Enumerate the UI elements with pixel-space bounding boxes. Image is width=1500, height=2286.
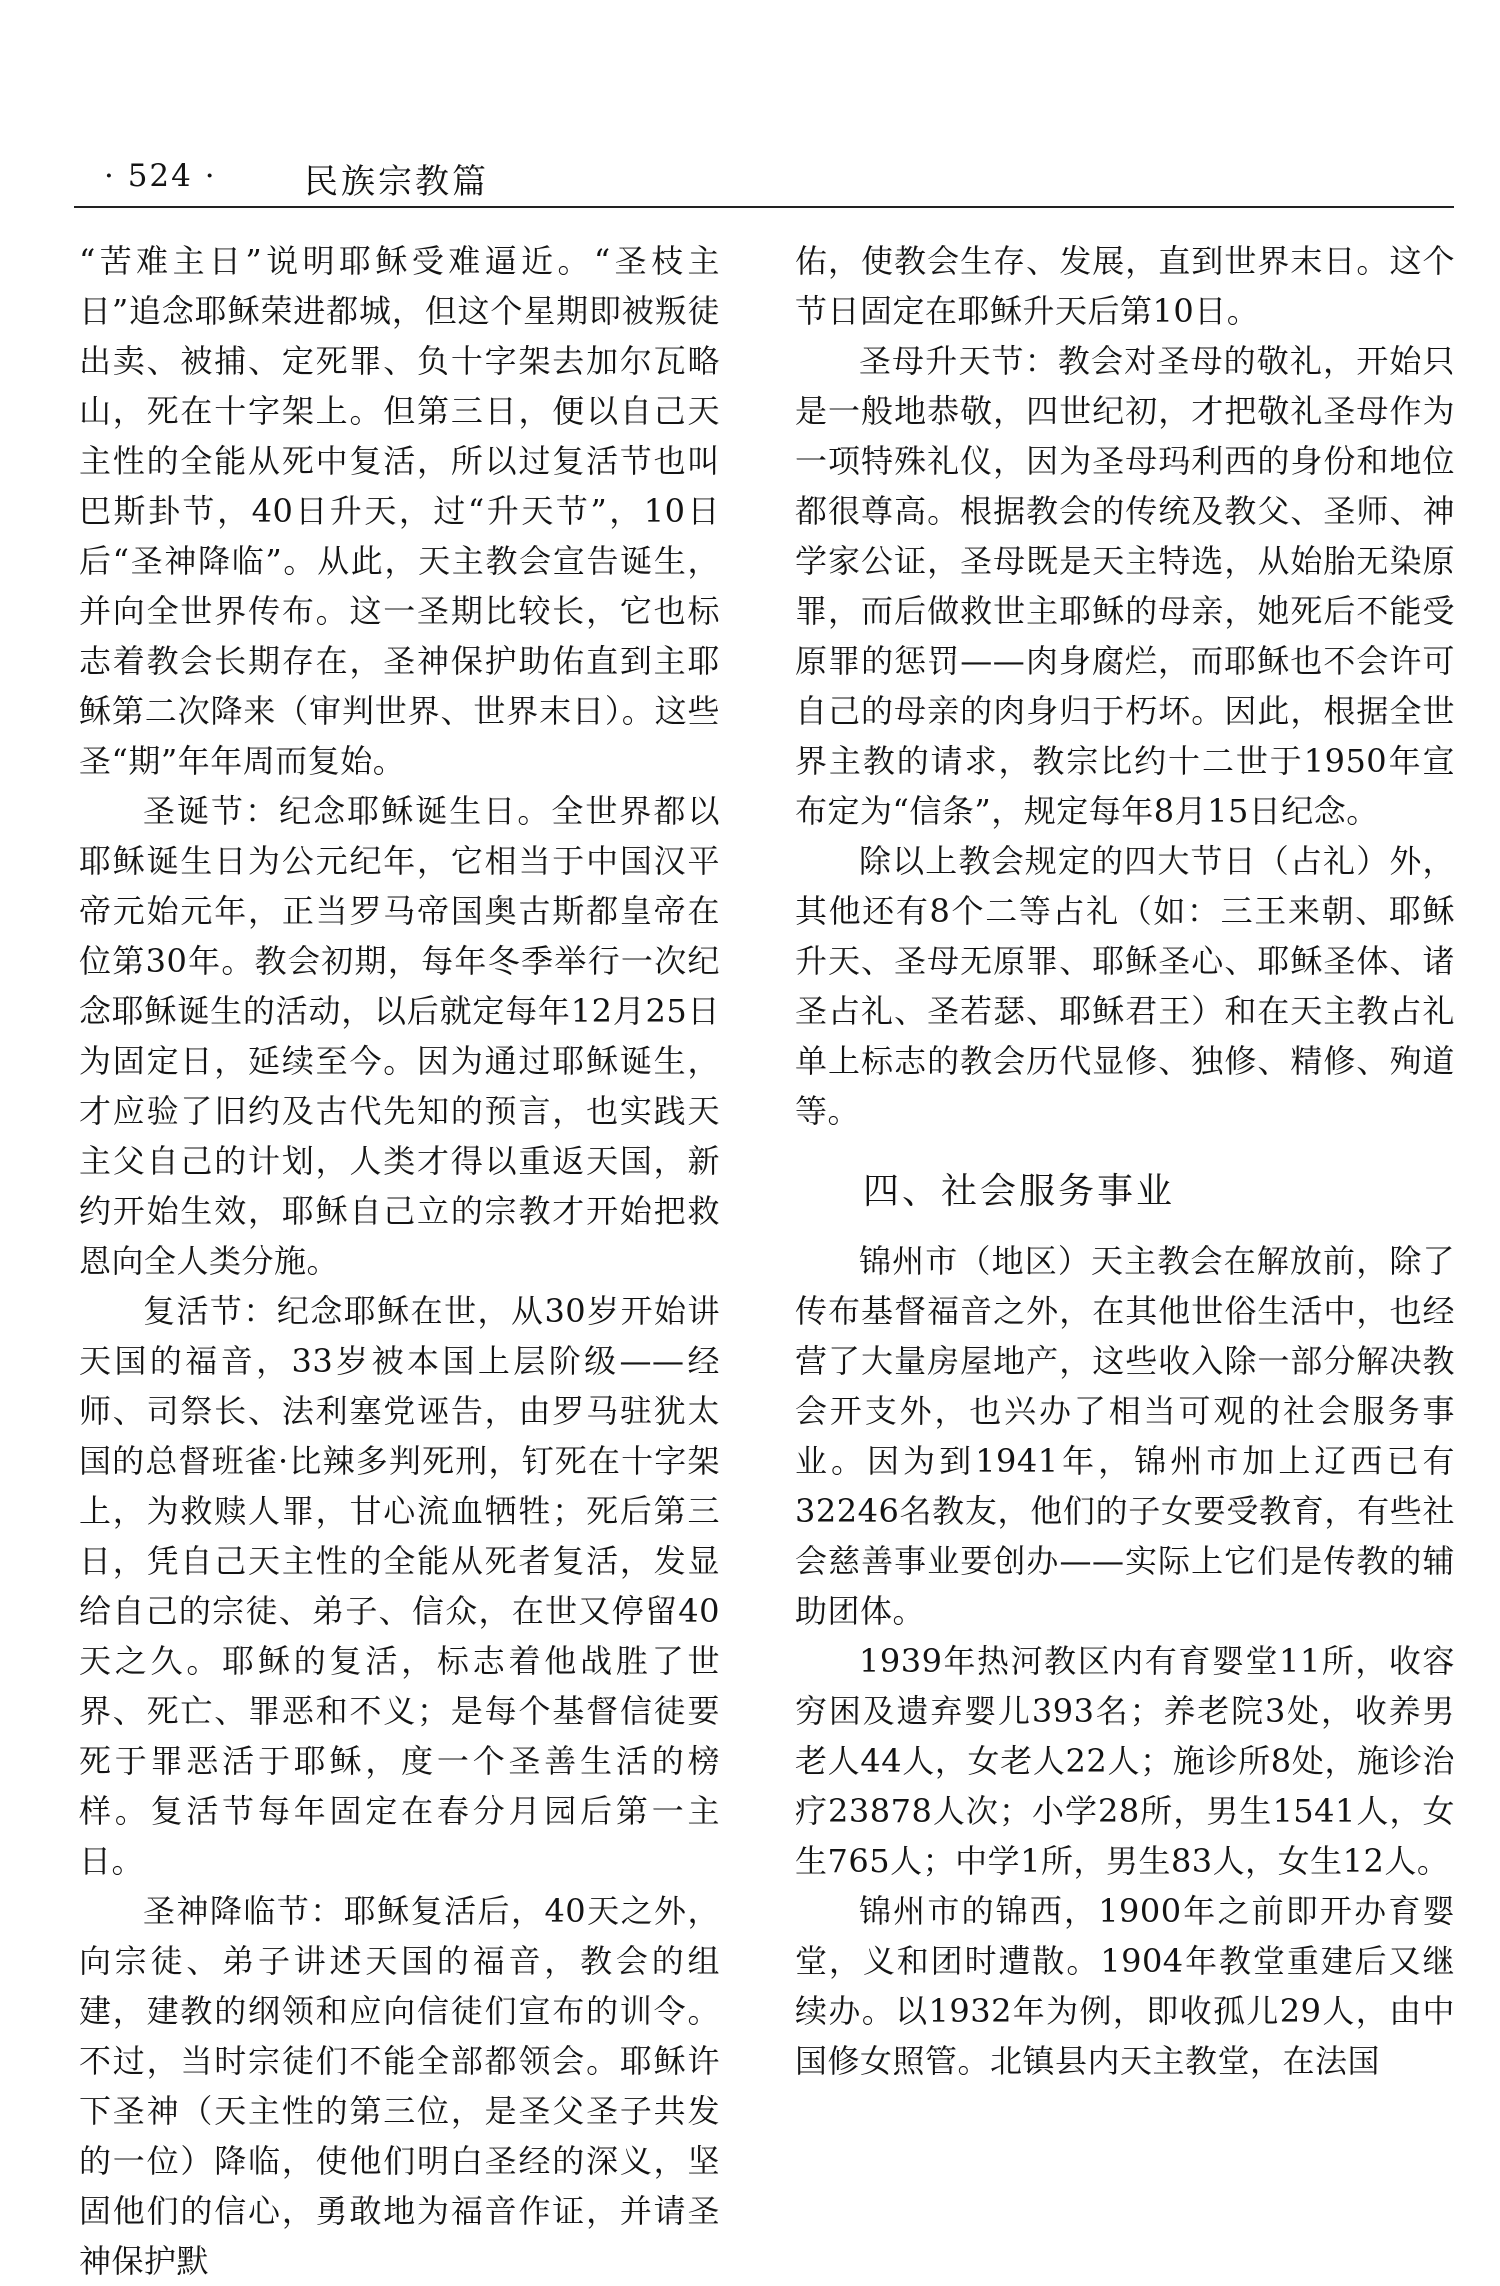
left-column — [79, 236, 720, 2286]
paragraph-jinxi-orphanage: 锦州市的锦西，1900年之前即开办育婴堂，义和团时遭散。1904年教堂重建后又继续办。以1932年为例，即收孤儿29人，由中国修女照管。北镇县内天主教堂，在法国 — [795, 1892, 1455, 2080]
paragraph-christmas: 圣诞节：纪念耶稣诞生日。全世界都以耶稣诞生日为公元纪年，它相当于中国汉平帝元始元年，正当罗马帝国奥古斯都皇帝在位第30年。教会初期，每年冬季举行一次纪念耶稣诞生的活动，以后就定每年12月25日为固定日，延续至今。因为通过耶稣诞生，才应验了旧约及古代先知的预言，也实践天主父自己的计划，人类才得以重返天国，新约开始生效，耶稣自己立的宗教才开始把救恩向全人类分施。 — [79, 792, 720, 1280]
right-column — [795, 236, 1455, 2086]
page-number: · 524 · — [104, 158, 217, 194]
page-header — [74, 150, 1454, 206]
paragraph-easter: 复活节：纪念耶稣在世，从30岁开始讲天国的福音，33岁被本国上层阶级——经师、司祭长、法利塞党诬告，由罗马驻犹太国的总督班雀·比辣多判死刑，钉死在十字架上，为救赎人罪，甘心流血牺牲；死后第三日，凭自己天主性的全能从死者复活，发显给自己的宗徒、弟子、信众，在世又停留40天之久。耶稣的复活，标志着他战胜了世界、死亡、罪恶和不义；是每个基督信徒要死于罪恶活于耶稣，度一个圣善生活的榜样。复活节每年固定在春分月园后第一主日。 — [79, 1292, 720, 1880]
header-rule — [74, 206, 1454, 208]
paragraph-rehe-statistics: 1939年热河教区内有育婴堂11所，收容穷困及遗弃婴儿393名；养老院3处，收养男老人44人，女老人22人；施诊所8处，施诊治疗23878人次；小学28所，男生1541人，女生765人；中学1所，男生83人，女生12人。 — [795, 1642, 1455, 1880]
paragraph-social-services: 锦州市（地区）天主教会在解放前，除了传布基督福音之外，在其他世俗生活中，也经营了大量房屋地产，这些收入除一部分解决教会开支外，也兴办了相当可观的社会服务事业。因为到1941年，锦州市加上辽西已有32246名教友，他们的子女要受教育，有些社会慈善事业要创办——实际上它们是传教的辅助团体。 — [795, 1242, 1455, 1630]
paragraph-assumption: 圣母升天节：教会对圣母的敬礼，开始只是一般地恭敬，四世纪初，才把敬礼圣母作为一项特殊礼仪，因为圣母玛利西的身份和地位都很尊高。根据教会的传统及教父、圣师、神学家公证，圣母既是天主特选，从始胎无染原罪，而后做救世主耶稣的母亲，她死后不能受原罪的惩罚——肉身腐烂，而耶稣也不会许可自己的母亲的肉身归于朽坏。因此，根据全世界主教的请求，教宗比约十二世于1950年宣布定为“信条”，规定每年8月15日纪念。 — [795, 342, 1455, 830]
paragraph-pentecost: 圣神降临节：耶稣复活后，40天之外，向宗徒、弟子讲述天国的福音，教会的组建，建教的纲领和应向信徒们宣布的训令。不过，当时宗徒们不能全部都领会。耶稣许下圣神（天主性的第三位，是圣父圣子共发的一位）降临，使他们明白圣经的深义，坚固他们的信心，勇敢地为福音作证，并请圣神保护默 — [79, 1892, 720, 2280]
paragraph: 佑，使教会生存、发展，直到世界末日。这个节日固定在耶稣升天后第10日。 — [795, 242, 1455, 330]
paragraph: “苦难主日”说明耶稣受难逼近。“圣枝主日”追念耶稣荣进都城，但这个星期即被叛徒出卖、被捕、定死罪、负十字架去加尔瓦略山，死在十字架上。但第三日，便以自己天主性的全能从死中复活，所以过复活节也叫巴斯卦节，40日升天，过“升天节”，10日后“圣神降临”。从此，天主教会宣告诞生，并向全世界传布。这一圣期比较长，它也标志着教会长期存在，圣神保护助佑直到主耶稣第二次降来（审判世界、世界末日）。这些圣“期”年年周而复始。 — [79, 242, 720, 780]
section-heading: 四、社会服务事业 — [863, 1171, 1176, 1212]
section-title: 民族宗教篇 — [304, 162, 489, 202]
paragraph-other-feasts: 除以上教会规定的四大节日（占礼）外，其他还有8个二等占礼（如：三王来朝、耶稣升天、圣母无原罪、耶稣圣心、耶稣圣体、诸圣占礼、圣若瑟、耶稣君王）和在天主教占礼单上标志的教会历代显修、独修、精修、殉道等。 — [795, 842, 1455, 1130]
